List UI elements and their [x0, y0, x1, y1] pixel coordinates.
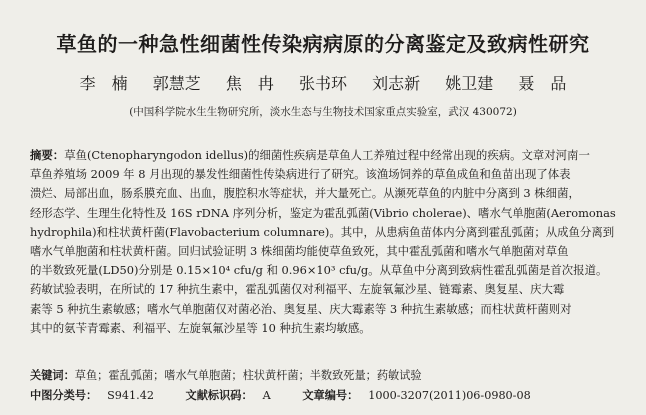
- abstract-line-text: 草鱼(Ctenopharyngodon idellus)的细菌性疾病是草鱼人工养殖过程中经常出现的疾病。文章对河南一: [64, 148, 590, 162]
- abstract-label: 摘要：: [30, 148, 65, 162]
- abstract-line: 药敏试验表明，在所试的 17 种抗生素中，霍乱弧菌仅对利福平、左旋氧氟沙星、链霉素、奥复星、庆大霉: [30, 282, 565, 297]
- author: 姚卫建: [445, 74, 494, 93]
- abstract-line: 素等 5 种抗生素敏感；嗜水气单胞菌仅对菌必治、奥复星、庆大霉素等 3 种抗生素敏感；而柱状黄杆菌则对: [30, 301, 572, 316]
- article-number-label: 文章编号：: [302, 388, 359, 402]
- author-list: [20, 71, 626, 94]
- keywords-text: 草鱼；霍乱弧菌；嗜水气单胞菌；柱状黄杆菌；半数致死量；药敏试验: [74, 369, 422, 382]
- keywords-label: 关键词：: [30, 368, 75, 382]
- doc-code-value: A: [262, 389, 271, 402]
- author: 郭慧芝: [152, 74, 201, 93]
- clc-label: 中图分类号：: [30, 388, 98, 402]
- abstract-line: 其中的氨苄青霉素、利福平、左旋氧氟沙星等 10 种抗生素均敏感。: [30, 320, 371, 335]
- abstract-line: 经形态学、生理生化特性及 16S rDNA 序列分析，鉴定为霍乱弧菌(Vibrio cholerae)、嗜水气单胞菌(Aeromonas: [30, 205, 616, 220]
- clc-value: S941.42: [107, 389, 154, 402]
- abstract-line: 嗜水气单胞菌和柱状黄杆菌。回归试验证明 3 株细菌均能使草鱼致死，其中霍乱弧菌和嗜水气单胞菌对草鱼: [30, 244, 569, 259]
- abstract-line: 溃烂、局部出血，肠系膜充血、出血，腹腔积水等症状，并大量死亡。从濒死草鱼的内脏中分离到 3 株细菌，: [30, 186, 580, 201]
- keywords: [30, 367, 634, 383]
- article-number-value: 1000-3207(2011)06-0980-08: [368, 389, 531, 402]
- abstract-line: hydrophila)和柱状黄杆菌(Flavobacterium columnare)。其中，从患病鱼苗体内分离到霍乱弧菌；从成鱼分离到: [30, 224, 615, 239]
- abstract-line: [30, 146, 634, 165]
- affiliation: (中国科学院水生生物研究所，淡水生态与生物技术国家重点实验室，武汉 430072): [129, 106, 517, 118]
- author: 聂 品: [518, 74, 567, 93]
- doc-code-label: 文献标识码：: [185, 388, 253, 402]
- author: 李 楠: [79, 74, 128, 93]
- paper-title: 草鱼的一种急性细菌性传染病病原的分离鉴定及致病性研究: [56, 32, 590, 56]
- author: 焦 冉: [225, 74, 274, 93]
- author: 刘志新: [372, 74, 421, 93]
- abstract-line: 草鱼养殖场 2009 年 8 月出现的暴发性细菌性传染病进行了研究。该渔场饲养的草鱼成鱼和鱼苗出现了体表: [30, 167, 571, 182]
- author: 张书环: [298, 74, 347, 93]
- abstract: [30, 146, 634, 338]
- abstract-line: 的半数致死量(LD50)分别是 0.15×10⁴ cfu/g 和 0.96×10³ cfu/g。从草鱼中分离到致病性霍乱弧菌是首次报道。: [30, 263, 608, 278]
- classification-line: [30, 387, 634, 403]
